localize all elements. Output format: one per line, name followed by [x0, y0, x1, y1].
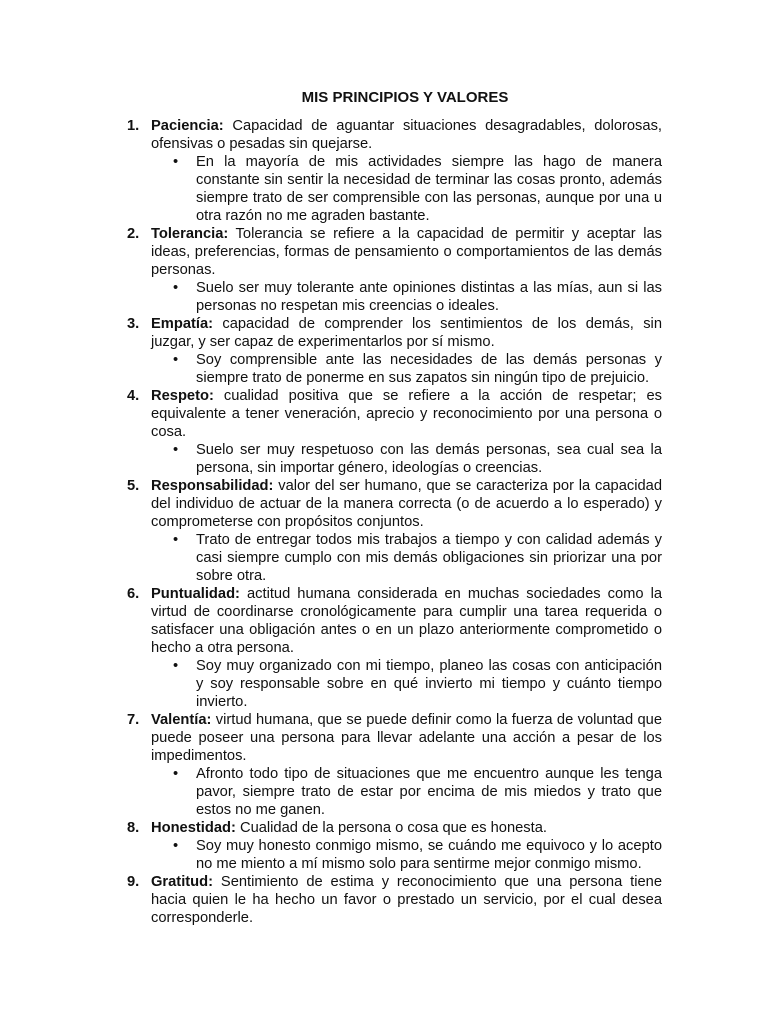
item-definition-text: valor del ser humano, que se caracteriza por la capacidad del individuo de actuar de la manera correcta (o de acuerdo a lo esperado) y comprometerse con propósitos conjuntos.: [151, 478, 662, 530]
item-number: 3.: [127, 316, 140, 332]
example-list: [151, 531, 662, 585]
list-item-puntualidad: [118, 585, 662, 711]
principles-list: [118, 117, 662, 927]
example-list: [151, 765, 662, 819]
item-definition: [151, 387, 662, 441]
example-text: Soy comprensible ante las necesidades de las demás personas y siempre trato de ponerme en sus zapatos sin ningún tipo de prejuicio.: [196, 352, 662, 386]
example-item: [151, 765, 662, 819]
example-text: Soy muy organizado con mi tiempo, planeo las cosas con anticipación y soy responsable sobre en qué invierto mi tiempo y cuánto tiempo invierto.: [196, 658, 662, 710]
item-term: Paciencia:: [151, 118, 224, 134]
item-definition-text: virtud humana, que se puede definir como la fuerza de voluntad que puede poseer una persona para llevar adelante una acción a pesar de los impedimentos.: [151, 712, 662, 764]
list-item-valentia: [118, 711, 662, 819]
list-item-empatia: [118, 315, 662, 387]
item-definition: [151, 819, 662, 837]
item-definition: [151, 873, 662, 927]
item-definition-text: capacidad de comprender los sentimientos de los demás, sin juzgar, y ser capaz de experimentarlos por sí mismo.: [151, 316, 662, 350]
item-number: 2.: [127, 226, 140, 242]
item-definition: [151, 225, 662, 279]
example-list: [151, 441, 662, 477]
item-term: Honestidad:: [151, 820, 236, 836]
example-list: [151, 657, 662, 711]
example-item: [151, 531, 662, 585]
item-definition: [151, 585, 662, 657]
list-item-paciencia: [118, 117, 662, 225]
item-definition: [151, 477, 662, 531]
example-list: [151, 837, 662, 873]
list-item-respeto: [118, 387, 662, 477]
item-definition: [151, 117, 662, 153]
example-item: [151, 441, 662, 477]
example-text: Soy muy honesto conmigo mismo, se cuándo me equivoco y lo acepto no me miento a mí mismo solo para sentirme mejor conmigo mismo.: [196, 838, 662, 872]
item-number: 7.: [127, 712, 140, 728]
item-number: 1.: [127, 118, 140, 134]
bullet-icon: •: [173, 658, 179, 674]
item-definition-text: Sentimiento de estima y reconocimiento que una persona tiene hacia quien le ha hecho un favor o prestado un servicio, por el cual desea corresponderle.: [151, 874, 662, 926]
example-item: [151, 657, 662, 711]
example-list: [151, 351, 662, 387]
bullet-icon: •: [173, 532, 179, 548]
item-number: 4.: [127, 388, 140, 404]
item-term: Gratitud:: [151, 874, 214, 890]
item-definition: [151, 711, 662, 765]
bullet-icon: •: [173, 154, 179, 170]
item-number: 9.: [127, 874, 140, 890]
item-definition-text: cualidad positiva que se refiere a la acción de respetar; es equivalente a tener veneración, aprecio y reconocimiento por una persona o cosa.: [151, 388, 662, 440]
document-title: MIS PRINCIPIOS Y VALORES: [301, 89, 509, 106]
example-text: En la mayoría de mis actividades siempre las hago de manera constante sin sentir la necesidad de terminar las cosas pronto, además siempre trato de ser comprensible con las personas, aunque por una u otra razón no me agraden bastante.: [196, 154, 662, 224]
item-term: Puntualidad:: [151, 586, 240, 602]
example-item: [151, 837, 662, 873]
bullet-icon: •: [173, 280, 179, 296]
item-definition-text: actitud humana considerada en muchas sociedades como la virtud de coordinarse cronológicamente para cumplir una tarea requerida o satisfacer una obligación antes o en un plazo anteriormente comprometido o hecho a otra persona.: [151, 586, 662, 656]
item-term: Tolerancia:: [151, 226, 229, 242]
example-list: [151, 279, 662, 315]
example-text: Afronto todo tipo de situaciones que me encuentro aunque les tenga pavor, siempre trato de estar por encima de mis miedos y trato que estos no me ganen.: [196, 766, 662, 818]
item-term: Valentía:: [151, 712, 212, 728]
bullet-icon: •: [173, 838, 179, 854]
list-item-honestidad: [118, 819, 662, 873]
bullet-icon: •: [173, 766, 179, 782]
example-item: [151, 351, 662, 387]
item-definition-text: Tolerancia se refiere a la capacidad de permitir y aceptar las ideas, preferencias, formas de pensamiento o comportamientos de las demás personas.: [151, 226, 662, 278]
item-number: 5.: [127, 478, 140, 494]
bullet-icon: •: [173, 352, 179, 368]
item-term: Empatía:: [151, 316, 214, 332]
list-item-tolerancia: [118, 225, 662, 315]
example-text: Suelo ser muy respetuoso con las demás personas, sea cual sea la persona, sin importar género, ideologías o creencias.: [196, 442, 662, 476]
bullet-icon: •: [173, 442, 179, 458]
example-text: Trato de entregar todos mis trabajos a tiempo y con calidad además y casi siempre cumplo con mis demás obligaciones sin priorizar una por sobre otra.: [196, 532, 662, 584]
example-item: [151, 279, 662, 315]
item-number: 8.: [127, 820, 140, 836]
example-list: [151, 153, 662, 225]
item-definition: [151, 315, 662, 351]
list-item-responsabilidad: [118, 477, 662, 585]
item-definition-text: Capacidad de aguantar situaciones desagradables, dolorosas, ofensivas o pesadas sin quejarse.: [151, 118, 662, 152]
item-term: Respeto:: [151, 388, 214, 404]
example-item: [151, 153, 662, 225]
item-definition-text: Cualidad de la persona o cosa que es honesta.: [235, 820, 547, 836]
item-number: 6.: [127, 586, 140, 602]
item-term: Responsabilidad:: [151, 478, 274, 494]
list-item-gratitud: [118, 873, 662, 927]
example-text: Suelo ser muy tolerante ante opiniones distintas a las mías, aun si las personas no respetan mis creencias o ideales.: [196, 280, 662, 314]
